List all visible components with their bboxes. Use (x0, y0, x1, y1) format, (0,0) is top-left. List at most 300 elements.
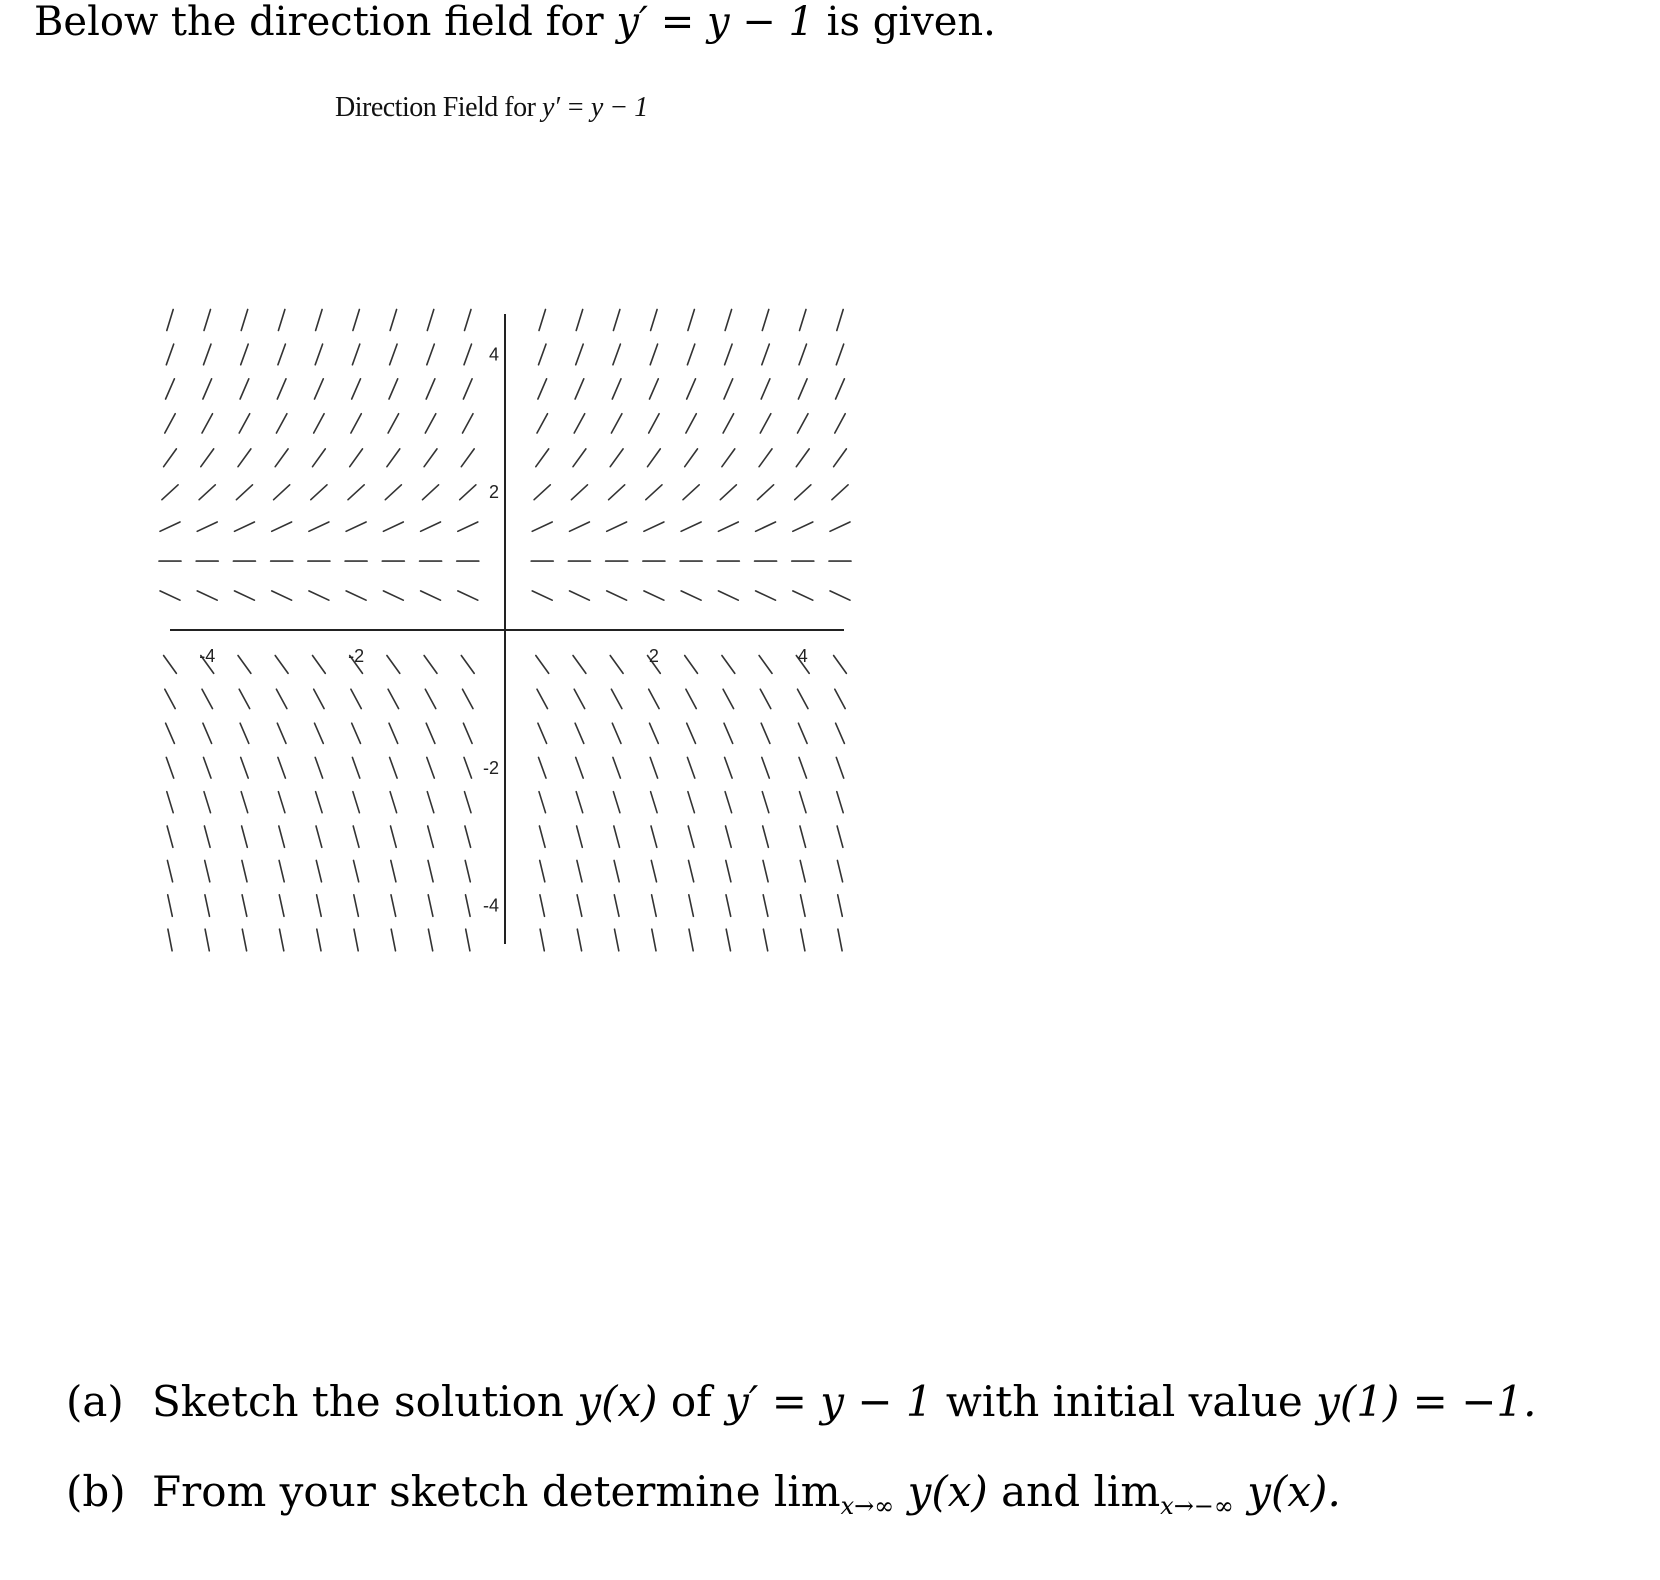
question-b-function-1: y(x) (894, 1467, 988, 1516)
slope-mark (465, 792, 472, 813)
slope-mark (315, 723, 324, 743)
slope-mark (652, 929, 656, 951)
slope-mark (649, 414, 659, 433)
slope-mark (160, 522, 180, 531)
slope-mark (539, 757, 547, 778)
slope-mark (387, 449, 400, 467)
slope-mark (832, 485, 848, 500)
slope-mark (279, 895, 284, 917)
slope-mark (236, 485, 252, 500)
slope-mark (316, 310, 323, 331)
slope-mark (722, 449, 735, 467)
slope-mark (722, 656, 735, 674)
slope-mark (168, 929, 172, 951)
slope-mark (573, 656, 586, 674)
slope-mark (800, 860, 805, 881)
slope-mark (835, 414, 845, 433)
intro-prefix: Below the direction field for (34, 0, 617, 45)
slope-mark (801, 929, 805, 951)
slope-mark (609, 485, 625, 500)
slope-mark (793, 591, 813, 600)
slope-mark (574, 689, 585, 708)
slope-mark (160, 591, 180, 600)
slope-mark (316, 826, 322, 847)
slope-mark (725, 310, 732, 331)
direction-field-plot (150, 80, 910, 1020)
slope-mark (763, 826, 769, 847)
slope-mark (760, 414, 771, 433)
slope-mark (240, 723, 249, 743)
slope-mark (204, 826, 210, 847)
slope-mark (427, 792, 434, 813)
slope-mark (650, 379, 659, 399)
slope-mark (762, 757, 770, 778)
slope-mark (352, 379, 361, 399)
slope-mark (390, 757, 398, 778)
slope-mark (574, 414, 585, 433)
slope-mark (651, 826, 657, 847)
slope-mark (685, 656, 698, 674)
slope-mark (537, 689, 548, 708)
slope-mark (536, 449, 549, 467)
slope-mark (315, 379, 324, 399)
slope-mark (724, 379, 733, 399)
slope-mark (205, 860, 210, 881)
slope-mark (723, 414, 734, 433)
slope-mark (573, 449, 586, 467)
slope-mark (352, 723, 361, 743)
x-tick-label: -2 (348, 646, 365, 666)
slope-mark (834, 656, 847, 674)
slope-mark (837, 310, 843, 331)
slope-mark (166, 344, 173, 365)
slope-mark (726, 826, 732, 847)
slope-mark (272, 591, 292, 600)
question-a-text-1: Sketch the solution (152, 1377, 578, 1426)
slope-mark (463, 414, 474, 433)
slope-mark (615, 929, 619, 951)
slope-mark (759, 656, 772, 674)
slope-mark (798, 723, 807, 743)
question-b-text-1: From your sketch determine lim (152, 1467, 841, 1516)
slope-mark (800, 792, 807, 813)
slope-mark (464, 757, 472, 778)
slope-mark (538, 379, 547, 399)
slope-mark (346, 591, 366, 600)
question-a (66, 1378, 1537, 1426)
slope-mark (202, 689, 213, 708)
slope-mark (166, 723, 175, 743)
slope-mark (761, 379, 770, 399)
slope-mark (428, 895, 433, 917)
slope-mark (648, 449, 661, 467)
slope-mark (607, 522, 627, 531)
figure-title-equation: y′ = y − 1 (541, 92, 648, 123)
slope-mark (204, 757, 212, 778)
slope-mark (614, 860, 619, 881)
slope-mark (834, 449, 847, 467)
slope-mark (758, 485, 774, 500)
slope-mark (570, 522, 590, 531)
slope-mark (540, 895, 545, 917)
slope-mark (202, 414, 213, 433)
slope-mark (571, 485, 587, 500)
slope-mark (278, 757, 286, 778)
slope-mark (167, 860, 172, 881)
slope-mark (274, 485, 290, 500)
slope-mark (836, 344, 843, 365)
slope-mark (353, 826, 359, 847)
slope-mark (687, 757, 694, 778)
question-b-limit-sub-2: x→−∞ (1160, 1492, 1234, 1520)
slope-mark (836, 723, 845, 743)
slope-mark (725, 757, 733, 778)
slope-mark (610, 449, 623, 467)
slope-mark (388, 689, 399, 708)
figure-title-text: Direction Field for (335, 92, 542, 123)
slope-mark (536, 656, 549, 674)
slope-mark (427, 310, 434, 331)
slope-mark (315, 757, 322, 778)
slope-mark (279, 826, 285, 847)
slope-mark (614, 895, 619, 917)
slope-mark (460, 485, 476, 500)
slope-mark (203, 723, 212, 743)
slope-mark (756, 591, 776, 600)
slope-mark (644, 591, 664, 600)
slope-mark (539, 344, 547, 365)
slope-mark (197, 522, 217, 531)
slope-mark (723, 689, 734, 708)
slope-mark (275, 656, 288, 674)
slope-mark (540, 860, 545, 881)
slope-mark (651, 860, 656, 881)
slope-mark (278, 310, 285, 331)
slope-mark (428, 860, 433, 881)
slope-mark (353, 310, 360, 331)
slope-mark (538, 723, 547, 743)
slope-mark (685, 449, 698, 467)
slope-mark (242, 826, 248, 847)
slope-mark (463, 689, 474, 708)
slope-mark (726, 895, 731, 917)
slope-mark (427, 757, 435, 778)
slope-mark (800, 826, 806, 847)
slope-mark (204, 344, 212, 365)
slope-mark (650, 757, 657, 778)
slope-mark (166, 757, 173, 778)
slope-mark (532, 522, 552, 531)
slope-mark (391, 929, 395, 951)
slope-mark (276, 689, 287, 708)
intro-sentence (34, 0, 996, 44)
slope-mark (466, 929, 470, 951)
slope-mark (613, 757, 621, 778)
slope-mark (683, 485, 699, 500)
slope-mark (238, 449, 251, 467)
slope-mark (461, 656, 474, 674)
slope-mark (276, 414, 287, 433)
slope-mark (277, 379, 286, 399)
question-b-function-2: y(x). (1233, 1467, 1341, 1516)
slope-mark (204, 792, 211, 813)
slope-mark (354, 929, 358, 951)
intro-eq-rhs: y − 1 (706, 0, 814, 45)
slope-mark (838, 929, 842, 951)
slope-mark (350, 449, 363, 467)
slope-mark (197, 591, 217, 600)
slope-mark (354, 860, 359, 881)
slope-mark (681, 591, 701, 600)
slope-mark (461, 449, 474, 467)
slope-mark (651, 792, 658, 813)
slope-mark (576, 310, 583, 331)
slope-mark (577, 895, 582, 917)
slope-mark (577, 929, 581, 951)
slope-mark (204, 310, 211, 331)
slope-mark (390, 792, 397, 813)
slope-mark (800, 310, 807, 331)
slope-mark (830, 591, 850, 600)
slope-mark (278, 344, 286, 365)
slope-mark (351, 689, 361, 708)
intro-eq-lhs: y′ (616, 0, 649, 45)
slope-mark (532, 591, 552, 600)
question-b-label: (b) (66, 1467, 126, 1516)
slope-mark (426, 379, 435, 399)
slope-mark (279, 860, 284, 881)
slope-mark (352, 757, 359, 778)
slope-mark (465, 826, 471, 847)
slope-mark (725, 344, 733, 365)
slope-mark (390, 344, 398, 365)
slope-mark (793, 522, 813, 531)
slope-mark (427, 344, 435, 365)
slope-mark (309, 522, 329, 531)
slope-mark (166, 379, 175, 399)
slope-mark (275, 449, 288, 467)
slope-mark (309, 591, 329, 600)
slope-mark (796, 449, 809, 467)
slope-mark (607, 591, 627, 600)
slope-mark (316, 792, 323, 813)
slope-mark (687, 344, 694, 365)
slope-mark (798, 414, 809, 433)
slope-mark (316, 860, 321, 881)
question-a-function: y(x) (577, 1377, 658, 1426)
question-b-limit-sub-1: x→∞ (840, 1492, 895, 1520)
slope-mark (687, 379, 696, 399)
slope-mark (235, 522, 255, 531)
intro-eq-equals: = (648, 0, 707, 45)
slope-mark (241, 344, 249, 365)
slope-mark (611, 414, 622, 433)
slope-mark (762, 344, 770, 365)
slope-mark (689, 860, 694, 881)
slope-mark (650, 723, 659, 743)
slope-mark (651, 310, 658, 331)
slope-mark (388, 414, 399, 433)
slope-mark (720, 485, 736, 500)
slope-mark (389, 723, 398, 743)
slope-mark (425, 414, 436, 433)
slope-mark (240, 379, 249, 399)
slope-mark (421, 591, 441, 600)
question-a-label: (a) (66, 1377, 124, 1426)
y-tick-label: 4 (488, 344, 499, 365)
slope-mark (165, 689, 175, 708)
slope-mark (165, 414, 175, 433)
slope-mark (576, 344, 584, 365)
slope-mark (389, 379, 398, 399)
slope-mark (242, 929, 246, 951)
slope-mark (466, 895, 471, 917)
slope-mark (167, 310, 173, 331)
slope-mark (465, 310, 472, 331)
slope-mark (201, 449, 214, 467)
slope-mark (424, 449, 437, 467)
slope-mark (239, 414, 250, 433)
slope-mark (761, 723, 770, 743)
slope-mark (611, 689, 622, 708)
slope-mark (199, 485, 215, 500)
slope-mark (167, 826, 173, 847)
slope-mark (465, 860, 470, 881)
question-a-equation: y′ = y − 1 (725, 1377, 933, 1426)
slope-mark (837, 860, 842, 881)
slope-mark (241, 757, 249, 778)
slope-mark (539, 792, 546, 813)
slope-mark (317, 895, 322, 917)
slope-mark (463, 379, 472, 399)
y-tick-label: -2 (482, 757, 499, 778)
slope-mark (830, 522, 850, 531)
slope-mark (718, 522, 738, 531)
slope-mark (801, 895, 806, 917)
slope-mark (688, 826, 694, 847)
slope-mark (425, 689, 436, 708)
slope-mark (726, 929, 730, 951)
slope-mark (539, 310, 546, 331)
slope-mark (164, 449, 177, 467)
slope-mark (681, 522, 701, 531)
slope-mark (317, 929, 321, 951)
slope-mark (760, 689, 771, 708)
y-tick-label: -4 (482, 895, 499, 916)
slope-mark (241, 310, 248, 331)
slope-mark (610, 656, 623, 674)
slope-mark (353, 792, 360, 813)
slope-mark (726, 860, 731, 881)
slope-mark (576, 757, 584, 778)
slope-mark (164, 656, 177, 674)
question-a-initial-value: y(1) = −1. (1316, 1377, 1537, 1426)
slope-mark (315, 344, 322, 365)
slope-mark (168, 895, 173, 917)
question-b-text-2: and lim (987, 1467, 1161, 1516)
slope-mark (351, 414, 361, 433)
slope-mark (687, 723, 696, 743)
slope-mark (799, 344, 807, 365)
y-tick-label: 2 (488, 482, 499, 503)
slope-mark (540, 929, 544, 951)
slope-mark (383, 591, 403, 600)
slope-mark (167, 792, 173, 813)
slope-mark (391, 895, 396, 917)
slope-mark (162, 485, 178, 500)
slope-mark (314, 689, 324, 708)
slope-mark (203, 379, 212, 399)
slope-mark (762, 792, 769, 813)
slope-mark (613, 344, 621, 365)
slope-mark (426, 723, 435, 743)
slope-mark (241, 792, 248, 813)
slope-mark (458, 591, 478, 600)
slope-mark (688, 310, 695, 331)
slope-mark (644, 522, 664, 531)
slope-mark (836, 379, 845, 399)
slope-mark (799, 757, 807, 778)
slope-mark (795, 485, 811, 500)
slope-mark (612, 379, 621, 399)
slope-mark (424, 656, 437, 674)
slope-mark (239, 689, 250, 708)
slope-mark (575, 723, 584, 743)
slope-mark (313, 449, 326, 467)
slope-mark (646, 485, 662, 500)
slope-mark (756, 522, 776, 531)
x-tick-label: -4 (199, 646, 216, 666)
slope-mark (724, 723, 733, 743)
slope-mark (390, 310, 397, 331)
slope-mark (348, 485, 364, 500)
slope-mark (354, 895, 359, 917)
slope-mark (838, 895, 843, 917)
slope-mark (314, 414, 324, 433)
slope-mark (458, 522, 478, 531)
slope-mark (837, 792, 843, 813)
slope-mark (278, 792, 285, 813)
slope-mark (798, 689, 809, 708)
slope-mark (421, 522, 441, 531)
question-a-text-2: of (657, 1377, 726, 1426)
slope-mark (383, 522, 403, 531)
slope-mark (570, 591, 590, 600)
slope-mark (428, 929, 432, 951)
slope-mark (686, 414, 696, 433)
slope-mark (428, 826, 434, 847)
slope-mark (798, 379, 807, 399)
slope-mark (242, 895, 247, 917)
slope-mark (539, 826, 545, 847)
slope-mark (688, 792, 695, 813)
x-tick-label: 2 (648, 646, 659, 666)
slope-mark (242, 860, 247, 881)
slope-mark (391, 860, 396, 881)
slope-mark (280, 929, 284, 951)
slope-mark (205, 895, 210, 917)
slope-mark (463, 723, 472, 743)
slope-mark (837, 826, 843, 847)
slope-mark (759, 449, 772, 467)
direction-field-figure (150, 80, 910, 1020)
slope-mark (387, 656, 400, 674)
slope-mark (612, 723, 621, 743)
slope-mark (423, 485, 439, 500)
slope-mark (650, 344, 657, 365)
slope-mark (238, 656, 251, 674)
question-a-text-3: with initial value (932, 1377, 1317, 1426)
